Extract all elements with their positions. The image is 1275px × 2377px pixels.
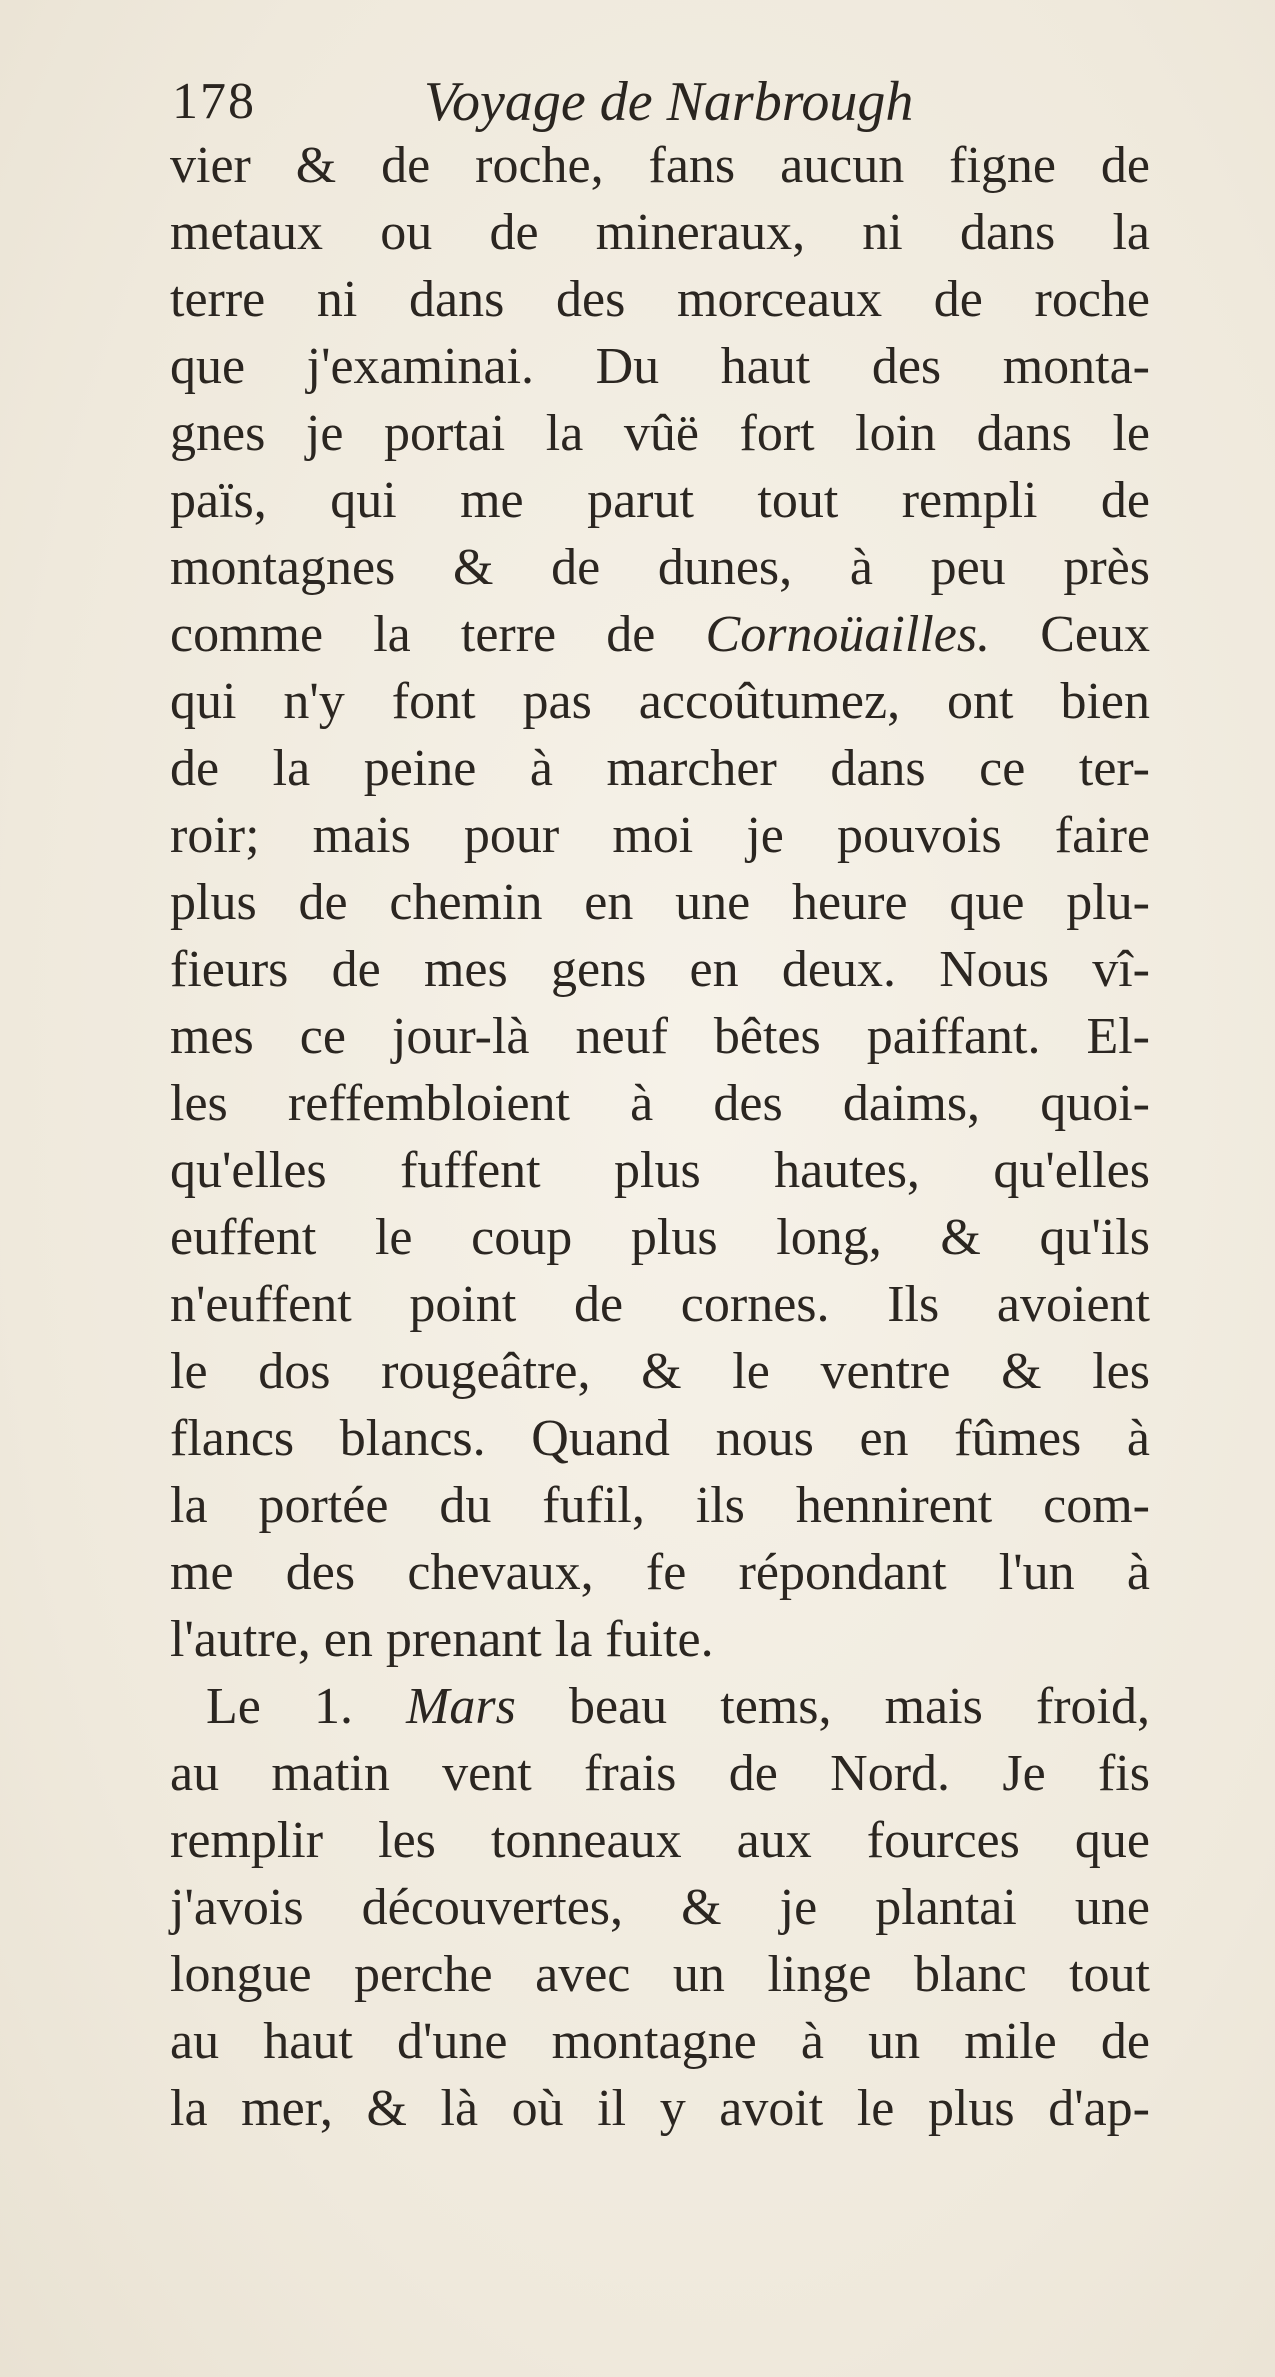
page-header (172, 62, 1172, 142)
text-line: remplir les tonneaux aux fources que (170, 1812, 1150, 1869)
text-line: terre ni dans des morceaux de roche (170, 271, 1150, 328)
text-line: longue perche avec un linge blanc tout (170, 1946, 1150, 2003)
paragraph-start-line (170, 1673, 1150, 1740)
text-line: le dos rougeâtre, & le ventre & les (170, 1343, 1150, 1400)
text-line: me des chevaux, fe répondant l'un à (170, 1544, 1150, 1601)
text-line: euffent le coup plus long, & qu'ils (170, 1209, 1150, 1266)
text-line: qu'elles fuffent plus hautes, qu'elles (170, 1142, 1150, 1199)
running-title: Voyage de Narbrough (424, 71, 914, 133)
text-run: beau tems, mais froid, (515, 1678, 1150, 1735)
text-line: les reffembloient à des daims, quoi- (170, 1075, 1150, 1132)
text-line: j'avois découvertes, & je plantai une (170, 1879, 1150, 1936)
text-run: Le 1. (206, 1678, 407, 1735)
text-line: qui n'y font pas accoûtumez, ont bien (170, 673, 1150, 730)
text-line: au matin vent frais de Nord. Je fis (170, 1745, 1150, 1802)
text-line (170, 601, 1150, 668)
text-line: flancs blancs. Quand nous en fûmes à (170, 1410, 1150, 1467)
text-line: mes ce jour-là neuf bêtes paiffant. El- (170, 1008, 1150, 1065)
text-line: fieurs de mes gens en deux. Nous vî- (170, 941, 1150, 998)
text-line: païs, qui me parut tout rempli de (170, 472, 1150, 529)
text-line: vier & de roche, fans aucun figne de (170, 137, 1150, 194)
text-line: la portée du fufil, ils hennirent com- (170, 1477, 1150, 1534)
italic-place-name: Cornoüailles. (705, 606, 991, 663)
text-line: n'euffent point de cornes. Ils avoient (170, 1276, 1150, 1333)
body-text (170, 132, 1150, 2142)
text-line: gnes je portai la vûë fort loin dans le (170, 405, 1150, 462)
paragraph-end-line: l'autre, en prenant la fuite. (170, 1611, 714, 1668)
italic-month: Mars (406, 1678, 516, 1735)
text-line: roir; mais pour moi je pouvois faire (170, 807, 1150, 864)
text-run: Ceux (990, 606, 1151, 663)
text-line: de la peine à marcher dans ce ter- (170, 740, 1150, 797)
page-number: 178 (172, 73, 256, 130)
text-line: montagnes & de dunes, à peu près (170, 539, 1150, 596)
text-line: la mer, & là où il y avoit le plus d'ap- (170, 2080, 1150, 2137)
text-run: comme la terre de (170, 606, 706, 663)
text-line: que j'examinai. Du haut des monta- (170, 338, 1150, 395)
text-line: metaux ou de mineraux, ni dans la (170, 204, 1150, 261)
text-line: au haut d'une montagne à un mile de (170, 2013, 1150, 2070)
text-line: plus de chemin en une heure que plu- (170, 874, 1150, 931)
